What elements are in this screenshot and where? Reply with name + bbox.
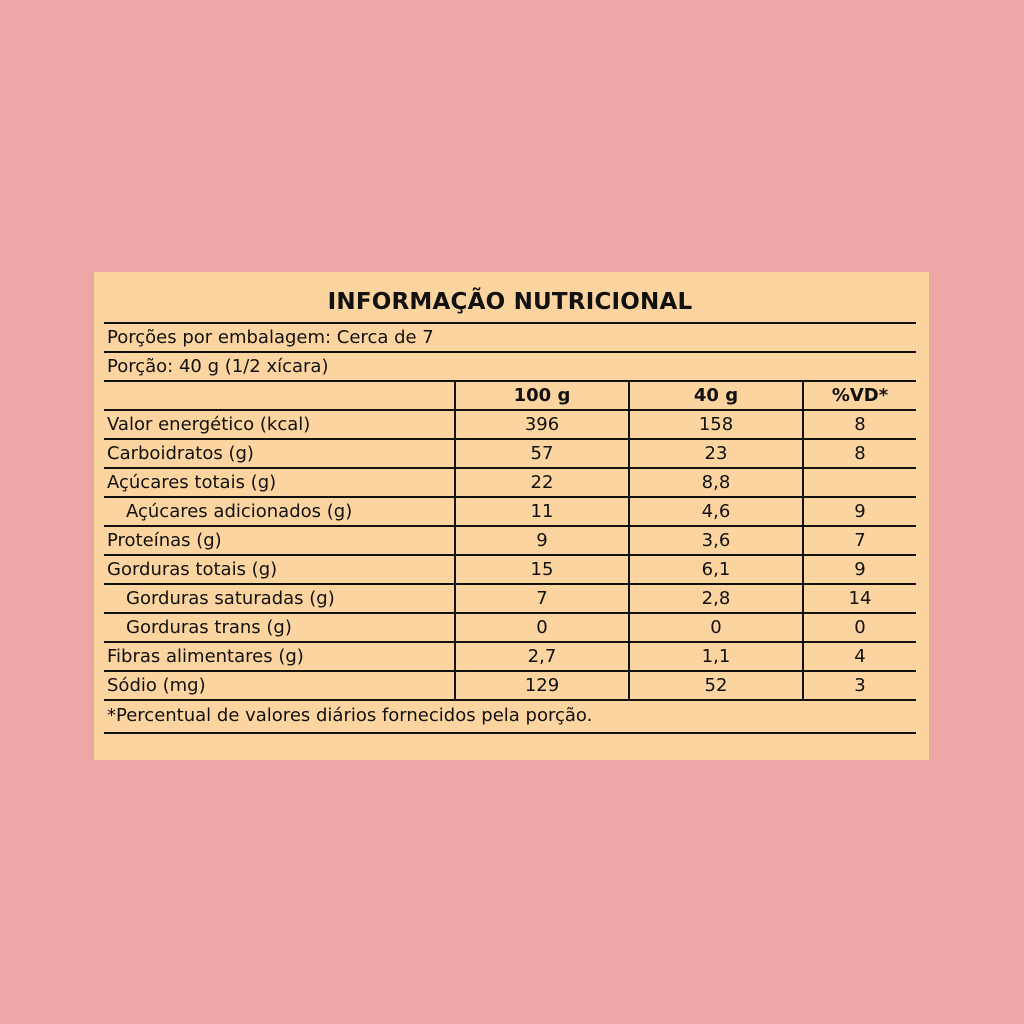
table-row xyxy=(104,469,916,498)
header-empty-cell xyxy=(104,382,454,409)
value-vd: 9 xyxy=(802,556,916,583)
value-100g: 396 xyxy=(454,411,628,438)
table-row xyxy=(104,411,916,440)
table-row xyxy=(104,643,916,672)
nutrient-name: Açúcares totais (g) xyxy=(107,472,277,493)
table-row xyxy=(104,498,916,527)
value-100g: 2,7 xyxy=(454,643,628,670)
table-row xyxy=(104,672,916,701)
value-vd: 0 xyxy=(802,614,916,641)
value-40g: 4,6 xyxy=(628,498,802,525)
footnote: *Percentual de valores diários fornecidos pela porção. xyxy=(104,701,916,734)
value-40g: 23 xyxy=(628,440,802,467)
nutrient-name: Proteínas (g) xyxy=(107,530,222,551)
value-100g: 57 xyxy=(454,440,628,467)
table-row xyxy=(104,585,916,614)
table-row xyxy=(104,614,916,643)
nutrient-name: Sódio (mg) xyxy=(107,675,206,696)
value-40g: 6,1 xyxy=(628,556,802,583)
value-vd: 8 xyxy=(802,440,916,467)
value-40g: 8,8 xyxy=(628,469,802,496)
table-row xyxy=(104,556,916,585)
value-100g: 129 xyxy=(454,672,628,699)
nutrient-name: Gorduras totais (g) xyxy=(107,559,278,580)
value-40g: 3,6 xyxy=(628,527,802,554)
value-100g: 11 xyxy=(454,498,628,525)
serving-size: Porção: 40 g (1/2 xícara) xyxy=(104,353,916,382)
value-100g: 15 xyxy=(454,556,628,583)
value-100g: 7 xyxy=(454,585,628,612)
value-vd xyxy=(802,469,916,496)
value-40g: 2,8 xyxy=(628,585,802,612)
value-40g: 52 xyxy=(628,672,802,699)
column-header-vd: %VD* xyxy=(802,382,916,409)
value-100g: 9 xyxy=(454,527,628,554)
value-100g: 22 xyxy=(454,469,628,496)
nutrient-name: Gorduras saturadas (g) xyxy=(126,588,335,609)
column-header-40g: 40 g xyxy=(628,382,802,409)
value-vd: 4 xyxy=(802,643,916,670)
nutrient-name: Gorduras trans (g) xyxy=(126,617,292,638)
table-title: INFORMAÇÃO NUTRICIONAL xyxy=(104,280,916,324)
value-vd: 8 xyxy=(802,411,916,438)
table-row xyxy=(104,440,916,469)
value-40g: 158 xyxy=(628,411,802,438)
column-header-row xyxy=(104,382,916,411)
value-vd: 7 xyxy=(802,527,916,554)
nutrient-name: Fibras alimentares (g) xyxy=(107,646,304,667)
nutrient-rows xyxy=(104,411,916,701)
value-40g: 0 xyxy=(628,614,802,641)
value-40g: 1,1 xyxy=(628,643,802,670)
servings-per-package: Porções por embalagem: Cerca de 7 xyxy=(104,324,916,353)
value-100g: 0 xyxy=(454,614,628,641)
nutrient-name: Valor energético (kcal) xyxy=(107,414,311,435)
column-header-100g: 100 g xyxy=(454,382,628,409)
value-vd: 9 xyxy=(802,498,916,525)
nutrient-name: Carboidratos (g) xyxy=(107,443,254,464)
nutrient-name: Açúcares adicionados (g) xyxy=(126,501,353,522)
nutrition-table xyxy=(104,280,916,734)
value-vd: 14 xyxy=(802,585,916,612)
table-row xyxy=(104,527,916,556)
value-vd: 3 xyxy=(802,672,916,699)
